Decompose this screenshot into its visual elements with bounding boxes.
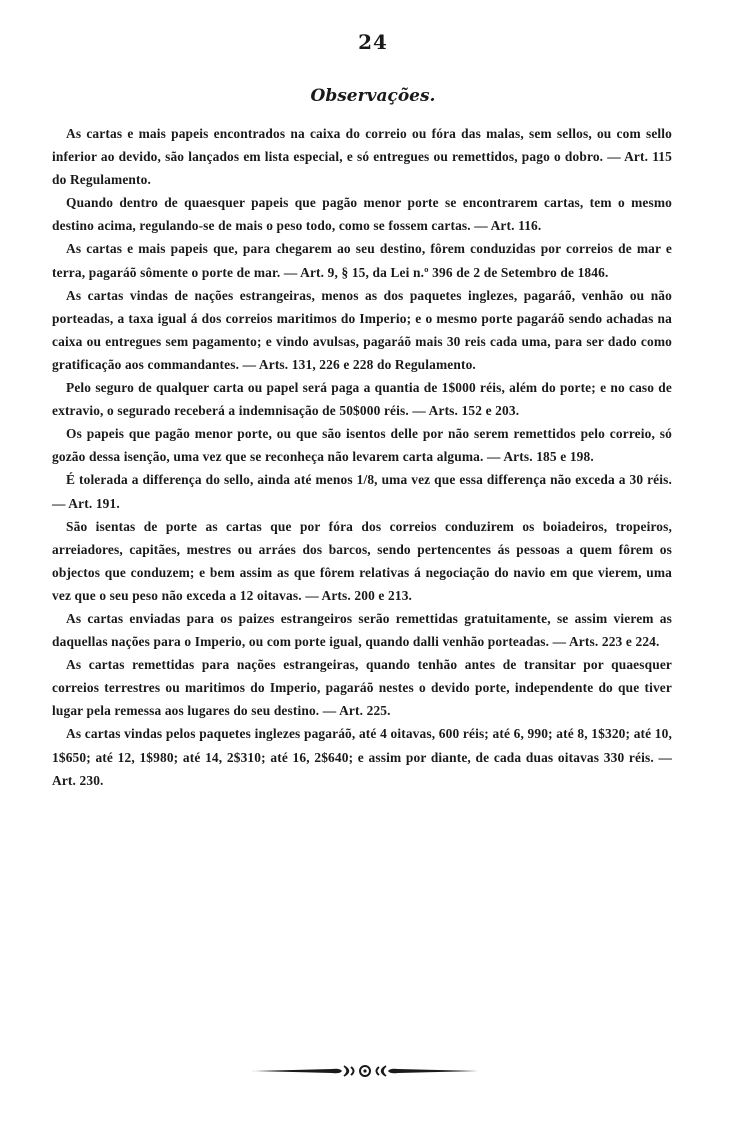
paragraph: Os papeis que pagão menor porte, ou que são isentos delle por não serem remettidos pelo correio, só gozão dessa isenção, uma vez que se reconheça não levarem carta alguma. — Arts. 185 e 198. xyxy=(52,426,672,465)
paragraph: As cartas e mais papeis encontrados na caixa do correio ou fóra das malas, sem sellos, ou com sello inferior ao devido, são lançados em lista especial, e só entregues ou remettidos, pago o dobro. — Art. 115 do Regulamento. xyxy=(52,126,672,188)
paragraph: As cartas vindas pelos paquetes inglezes pagaráõ, até 4 oitavas, 600 réis; até 6, 990; até 8, 1$320; até 10, 1$650; até 12, 1$980; até 14, 2$310; até 16, 2$640; e assim por diante, de cada duas oitavas 330 réis. — Art. 230. xyxy=(52,726,672,788)
paragraph: Quando dentro de quaesquer papeis que pagão menor porte se encontrarem cartas, tem o mesmo destino acima, regulando-se de mais o peso todo, como se fossem cartas. — Art. 116. xyxy=(52,195,672,234)
paragraph: Pelo seguro de qualquer carta ou papel será paga a quantia de 1$000 réis, além do porte; e no caso de extravio, o segurado receberá a indemnisação de 50$000 réis. — Arts. 152 e 203. xyxy=(52,380,672,419)
paragraph: As cartas vindas de nações estrangeiras, menos as dos paquetes inglezes, pagaráõ, venhão ou não porteadas, a taxa igual á dos correios maritimos do Imperio; e o mesmo porte pagaráõ sendo achadas na caixa ou entregues sem pagamento; e vindo avulsas, pagaráõ mais 30 reis cada uma, para ser dado como gratificação aos commandantes. — Arts. 131, 226 e 228 do Regulamento. xyxy=(52,287,672,372)
paragraph: As cartas remettidas para nações estrangeiras, quando tenhão antes de transitar por quaesquer correios terrestres ou maritimos do Imperio, pagaráõ nestes o devido porte, independente do que tiver lugar pela remessa aos lugares do seu destino. — Art. 225. xyxy=(52,657,672,719)
body-text xyxy=(52,122,672,792)
paragraph: São isentas de porte as cartas que por fóra dos correios conduzirem os boiadeiros, tropeiros, arreiadores, capitães, mestres ou arráes dos barcos, sendo pertencentes ás pessoas a quem fôrem os objectos que conduzem; e bem assim as que fôrem relativas á negociação do navio em que vierem, uma vez que o seu peso não exceda a 12 oitavas. — Arts. 200 e 213. xyxy=(52,518,672,603)
paragraph: As cartas e mais papeis que, para chegarem ao seu destino, fôrem conduzidas por correios de mar e terra, pagaráõ sômente o porte de mar. — Art. 9, § 15, da Lei n.º 396 de 2 de Setembro de 1846. xyxy=(52,241,672,280)
section-heading: Observações. xyxy=(310,86,436,106)
page-number: 24 xyxy=(358,30,388,54)
paragraph: É tolerada a differença do sello, ainda até menos 1/8, uma vez que essa differença não exceda a 30 réis. — Art. 191. xyxy=(52,472,672,511)
paragraph: As cartas enviadas para os paizes estrangeiros serão remettidas gratuitamente, se assim vierem as daquellas nações para o Imperio, ou com porte igual, quando dalli venhão porteadas. — Arts. 223 e 224. xyxy=(52,610,672,650)
ornament-divider-icon xyxy=(252,1064,478,1078)
